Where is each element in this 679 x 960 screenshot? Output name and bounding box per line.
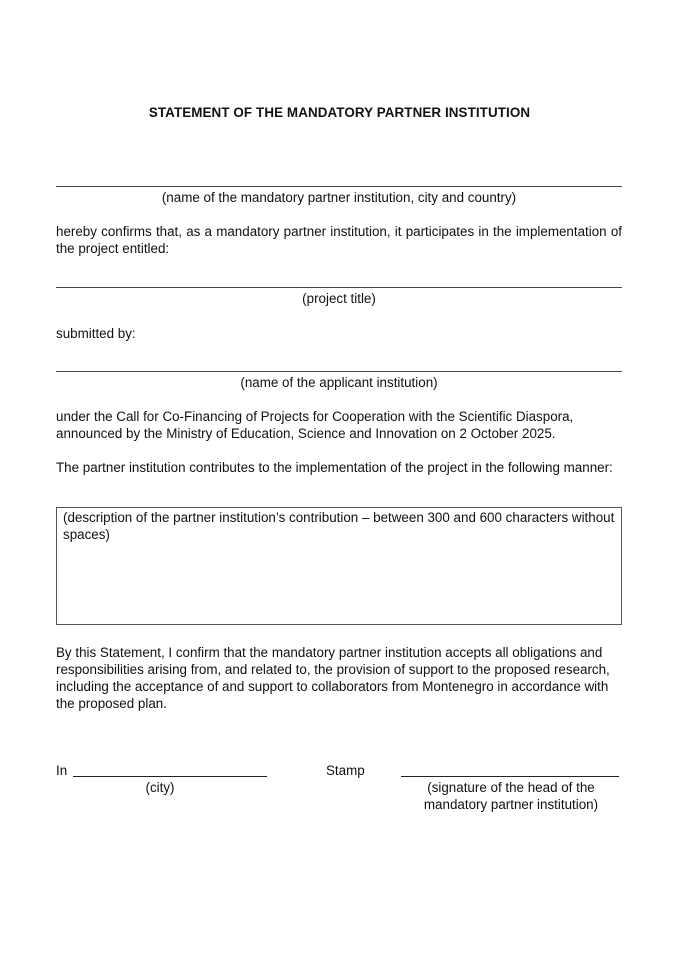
call-line-2: announced by the Ministry of Education, Science and Innovation on 2 October 2025. xyxy=(56,426,556,441)
project-title-caption: (project title) xyxy=(302,291,376,306)
confirmation-paragraph: hereby confirms that, as a mandatory partner institution, it participates in the implementation of the project entitled: xyxy=(56,224,622,256)
institution-caption: (name of the mandatory partner institution, city and country) xyxy=(161,190,517,205)
applicant-caption: (name of the applicant institution) xyxy=(240,375,438,390)
signature-caption-line-2: mandatory partner institution) xyxy=(423,797,599,812)
project-title-line[interactable] xyxy=(56,287,622,288)
signature-caption-line-1: (signature of the head of the xyxy=(427,780,595,795)
city-line[interactable] xyxy=(73,776,267,777)
contribution-description-box[interactable] xyxy=(56,507,622,625)
contribution-box-placeholder: (description of the partner institution’s contribution – between 300 and 600 characters without spaces) xyxy=(63,510,615,542)
submitted-by-label: submitted by: xyxy=(56,326,136,341)
in-label: In xyxy=(56,763,68,778)
contribution-intro: The partner institution contributes to the implementation of the project in the following manner: xyxy=(56,460,613,475)
document-title: STATEMENT OF THE MANDATORY PARTNER INSTITUTION xyxy=(148,105,531,120)
call-line-1: under the Call for Co-Financing of Projects for Cooperation with the Scientific Diaspora, xyxy=(56,409,574,424)
signature-line[interactable] xyxy=(401,776,619,777)
signature-caption xyxy=(400,779,622,813)
applicant-name-line[interactable] xyxy=(56,371,622,372)
call-paragraph xyxy=(56,408,622,442)
statement-paragraph: By this Statement, I confirm that the mandatory partner institution accepts all obligations and responsibilities arising from, and related to, the provision of support to the proposed research, including the acceptance of and support to collaborators from Montenegro in accordance with the proposed plan. xyxy=(56,645,610,711)
city-caption: (city) xyxy=(145,780,175,795)
institution-name-line[interactable] xyxy=(56,186,622,187)
stamp-label: Stamp xyxy=(326,763,365,778)
